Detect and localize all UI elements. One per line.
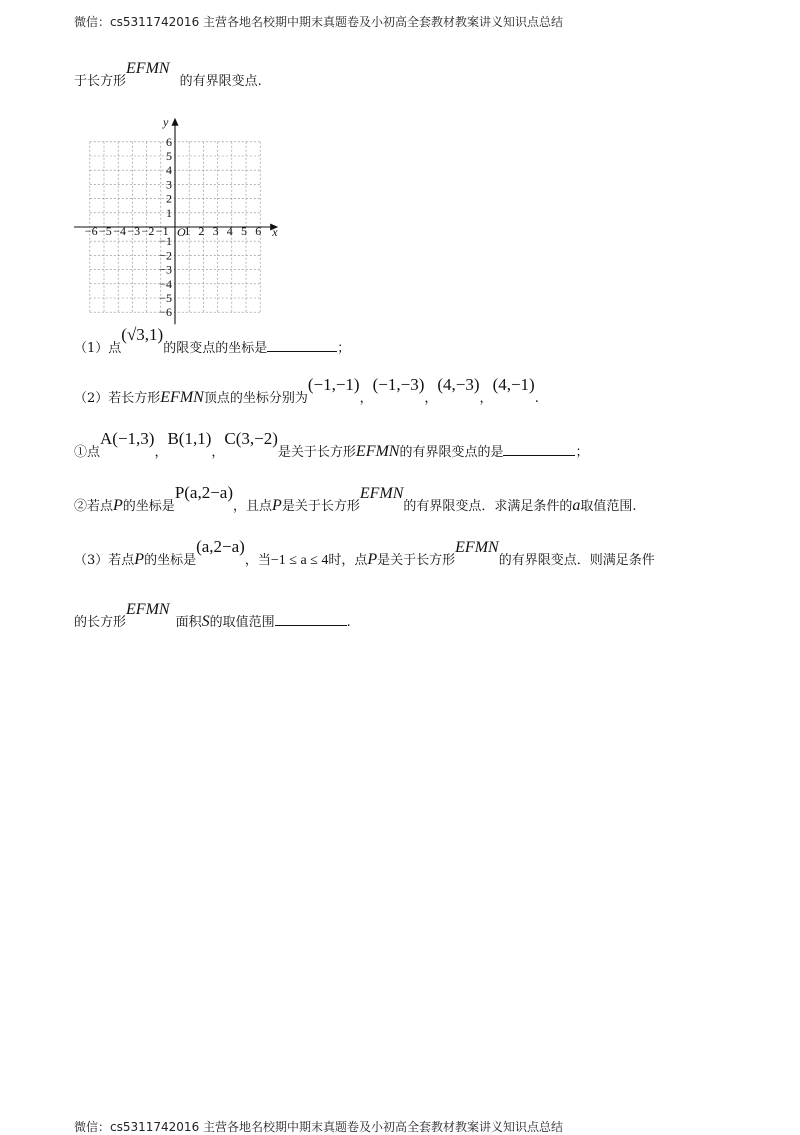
q2-mid: 顶点的坐标分别为	[203, 391, 308, 406]
question-3	[74, 537, 655, 569]
q2b-mid3: 是关于长方形	[281, 499, 360, 514]
q2a-suffix: 的有界限变点的是	[399, 445, 504, 460]
q2a-point-b: B(1,1)	[167, 429, 212, 448]
q2a-answer-blank[interactable]	[503, 454, 575, 456]
x-tick-label: −3	[127, 224, 141, 238]
question-2-part-1	[74, 429, 589, 461]
q3-prefix: （3）若点	[74, 553, 135, 568]
x-tick-label: 4	[226, 224, 233, 238]
q1-prefix: （1）点	[74, 341, 122, 356]
q3-mid1: 的坐标是	[144, 553, 197, 568]
q3-p: P	[134, 551, 145, 568]
coordinate-plane	[70, 110, 290, 325]
q2-vertex-3: (4,−3)	[437, 375, 480, 394]
q2a-point-a: A(−1,3)	[100, 429, 155, 448]
page-header: 微信：cs5311742016 主营各地名校期中期末真题卷及小初高全套教材教案讲义知识点总结	[74, 15, 564, 29]
q2a-mid: 是关于长方形	[277, 445, 356, 460]
x-tick-label: −1	[155, 224, 169, 238]
page-footer: 微信：cs5311742016 主营各地名校期中期末真题卷及小初高全套教材教案讲义知识点总结	[74, 1120, 564, 1134]
x-tick-label: 1	[184, 224, 191, 238]
question-2-part-2	[74, 483, 637, 515]
q2b-mid4: 的有界限变点．求满足条件的	[403, 499, 573, 514]
y-tick-label: −5	[159, 291, 172, 305]
q1-suffix: 的限变点的坐标是	[163, 341, 268, 356]
y-tick-label: 6	[166, 134, 172, 149]
q2-vertex-4: (4,−1)	[492, 375, 535, 394]
q2-sep: ，	[479, 391, 493, 406]
x-tick-label: −5	[99, 224, 112, 238]
q3b-suffix: 的取值范围	[209, 615, 275, 630]
question-3-continued	[74, 601, 351, 631]
q2-vertex-2: (−1,−3)	[372, 375, 425, 394]
q2a-sep: ，	[154, 445, 168, 460]
q3-mid3: 时，点	[328, 553, 368, 568]
q3-rect: EFMN	[455, 539, 499, 556]
q3-mid2: ，当	[244, 553, 271, 568]
x-tick-label: −4	[113, 224, 126, 238]
q2b-p: P	[113, 497, 123, 514]
y-tick-label: −4	[159, 276, 172, 291]
q2-rect: EFMN	[160, 389, 204, 406]
q3-mid4: 是关于长方形	[377, 553, 456, 568]
q2-end: .	[534, 391, 539, 406]
q2a-rect: EFMN	[355, 443, 400, 460]
q3-p2: P	[367, 551, 378, 568]
q2b-a: a	[572, 497, 581, 514]
x-tick-label: −6	[84, 224, 98, 238]
y-axis-label: y	[163, 114, 169, 129]
y-tick-label: 5	[166, 149, 172, 163]
q2a-end: ；	[575, 445, 589, 460]
q2-sep: ，	[359, 391, 373, 406]
q3-condition: −1 ≤ a ≤ 4	[270, 553, 329, 568]
y-tick-label: 2	[166, 191, 172, 206]
intro-after: 的有界限变点.	[179, 74, 262, 89]
q3b-s: S	[201, 613, 210, 630]
y-tick-label: −6	[159, 305, 172, 320]
q3-coord: (a,2−a)	[196, 537, 245, 556]
intro-before: 于长方形	[74, 74, 127, 89]
q2a-prefix: ①点	[74, 445, 101, 460]
question-1	[74, 325, 351, 357]
y-tick-label: −1	[159, 234, 172, 249]
y-tick-label: 1	[166, 205, 172, 220]
q2-prefix: （2）若长方形	[74, 391, 161, 406]
q2-vertex-1: (−1,−1)	[307, 375, 360, 394]
y-tick-label: 3	[166, 177, 172, 192]
q3b-rect: EFMN	[126, 601, 170, 618]
q2a-point-c: C(3,−2)	[224, 429, 278, 448]
q2b-prefix: ②若点	[74, 499, 114, 514]
q2b-coord: P(a,2−a)	[174, 483, 234, 502]
x-tick-label: 2	[198, 224, 205, 238]
x-tick-label: 5	[241, 224, 247, 238]
q2b-mid2: ，且点	[233, 499, 273, 514]
rect-name: EFMN	[126, 60, 170, 77]
y-tick-label: −2	[159, 248, 172, 263]
q3b-end: .	[346, 615, 351, 630]
origin-label: O	[177, 225, 186, 239]
x-axis-label: x	[272, 225, 278, 239]
q2b-p2: P	[272, 497, 282, 514]
q2a-sep: ，	[211, 445, 225, 460]
q3b-mid: 面积	[175, 615, 202, 630]
q2b-rect: EFMN	[359, 485, 404, 502]
x-tick-label: 6	[255, 224, 262, 238]
x-tick-label: 3	[212, 224, 219, 238]
x-tick-label: −2	[141, 224, 155, 238]
q2-sep: ，	[424, 391, 438, 406]
q2b-end: 取值范围.	[580, 499, 637, 514]
question-2	[74, 375, 539, 407]
q1-end: ；	[337, 341, 351, 356]
y-tick-label: −3	[159, 262, 172, 277]
q1-point: (√3,1)	[121, 325, 164, 344]
intro-line	[74, 60, 262, 90]
y-axis-arrow	[172, 118, 179, 126]
q3b-answer-blank[interactable]	[275, 624, 347, 626]
q2b-mid1: 的坐标是	[122, 499, 175, 514]
q1-answer-blank[interactable]	[267, 350, 337, 352]
q3-end: 的有界限变点．则满足条件	[498, 553, 655, 568]
q3b-prefix: 的长方形	[74, 615, 127, 630]
y-tick-label: 4	[166, 163, 172, 178]
